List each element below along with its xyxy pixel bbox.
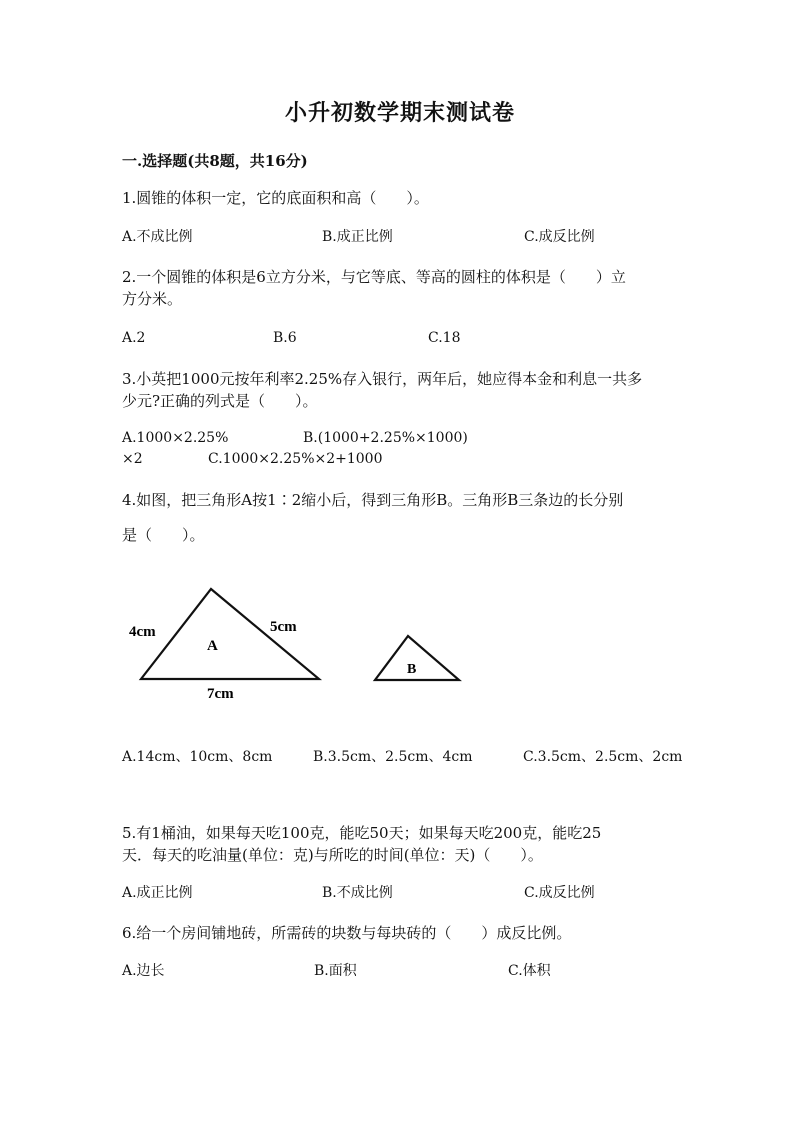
question-2-line-2: 方分米。: [122, 290, 183, 308]
question-4-option-c[interactable]: C.3.5cm、2.5cm、2cm: [523, 749, 683, 765]
question-6-option-c[interactable]: C.体积: [508, 963, 551, 979]
question-6-option-a[interactable]: A.边长: [122, 963, 165, 979]
question-5-option-c[interactable]: C.成反比例: [524, 885, 595, 901]
question-3-option-b-continued: ×2: [122, 451, 143, 467]
question-2-option-b[interactable]: B.6: [273, 330, 297, 346]
question-4-line-1: 4.如图，把三角形A按1∶2缩小后，得到三角形B。三角形B三条边的长分别: [122, 491, 624, 509]
triangle-a-left-side-label: 4cm: [129, 624, 156, 640]
question-4-line-2: 是（ ）。: [122, 526, 205, 544]
question-3-option-c[interactable]: C.1000×2.25%×2+1000: [208, 451, 383, 467]
question-5-line-1: 5.有1桶油，如果每天吃100克，能吃50天；如果每天吃200克，能吃25: [122, 824, 602, 842]
question-6-option-b[interactable]: B.面积: [314, 963, 357, 979]
page-title: 小升初数学期末测试卷: [284, 100, 515, 126]
question-2-option-c[interactable]: C.18: [428, 330, 461, 346]
triangle-b-shape: [375, 636, 459, 680]
section-heading: 一.选择题(共8题，共16分): [122, 152, 308, 170]
question-2-option-a[interactable]: A.2: [122, 330, 146, 346]
question-5-option-a[interactable]: A.成正比例: [122, 885, 193, 901]
question-1-option-b[interactable]: B.成正比例: [322, 229, 393, 245]
question-5-option-b[interactable]: B.不成比例: [322, 885, 393, 901]
triangle-a-bottom-side-label: 7cm: [207, 686, 234, 702]
question-3-option-b[interactable]: B.(1000+2.25%×1000): [303, 430, 468, 446]
triangle-a-label: A: [207, 638, 218, 654]
question-1-option-c[interactable]: C.成反比例: [524, 229, 595, 245]
question-6-text: 6.给一个房间铺地砖，所需砖的块数与每块砖的（ ）成反比例。: [122, 924, 572, 942]
question-1-option-a[interactable]: A.不成比例: [122, 229, 193, 245]
triangle-a-right-side-label: 5cm: [270, 619, 297, 635]
question-3-option-a[interactable]: A.1000×2.25%: [122, 430, 229, 446]
question-3-line-1: 3.小英把1000元按年利率2.25%存入银行，两年后，她应得本金和利息一共多: [122, 370, 643, 388]
question-3-line-2: 少元?正确的列式是（ ）。: [122, 392, 318, 410]
question-1-text: 1.圆锥的体积一定，它的底面积和高（ ）。: [122, 189, 429, 207]
question-2-line-1: 2.一个圆锥的体积是6立方分米，与它等底、等高的圆柱的体积是（ ）立: [122, 268, 626, 286]
question-5-line-2: 天．每天的吃油量(单位：克)与所吃的时间(单位：天)（ ）。: [122, 846, 543, 864]
triangle-b-label: B: [407, 662, 417, 677]
question-4-option-a[interactable]: A.14cm、10cm、8cm: [122, 749, 273, 765]
question-4-option-b[interactable]: B.3.5cm、2.5cm、4cm: [313, 749, 473, 765]
